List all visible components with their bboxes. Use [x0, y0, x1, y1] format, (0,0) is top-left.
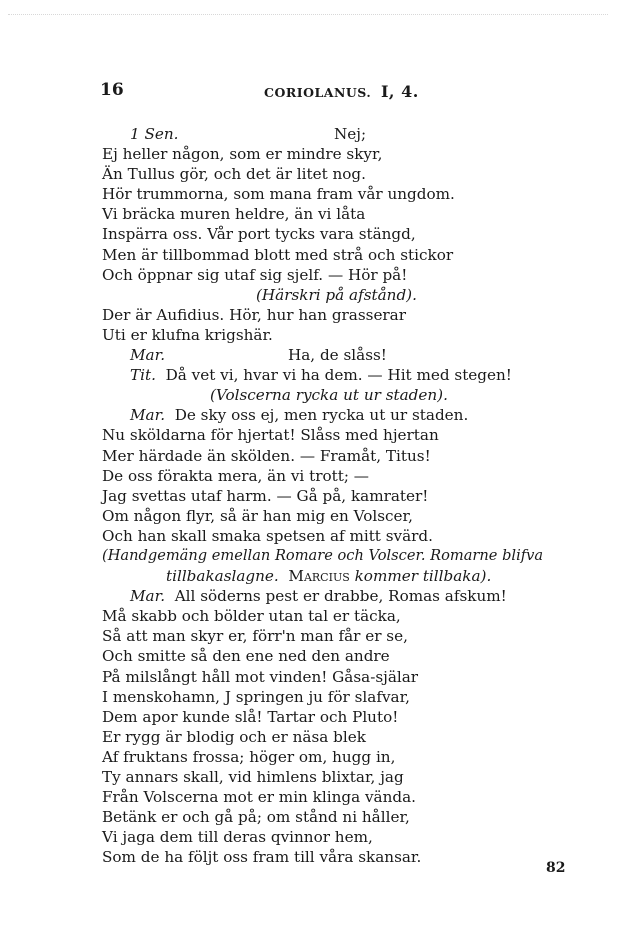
verse-line: [102, 124, 582, 144]
verse-line: Nu sköldarna för hjertat! Slåss med hjertan: [102, 426, 439, 445]
speaker-name: 1 Sen.: [130, 125, 179, 143]
verse-line: Om någon flyr, så är han mig en Volscer,: [102, 506, 413, 525]
verse-line: Och smitte så den ene ned den andre: [102, 647, 390, 666]
verse-line: [102, 365, 582, 385]
signature-number: 82: [546, 860, 566, 876]
stage-direction: [102, 566, 582, 586]
verse-line: Betänk er och gå på; om stånd ni håller,: [102, 808, 410, 827]
verse-line: Vi bräcka muren heldre, än vi låta: [102, 205, 366, 224]
verse-line: Och öppnar sig utaf sig sjelf. — Hör på!: [102, 265, 408, 284]
verse-line: Må skabb och bölder utan tal er täcka,: [102, 607, 401, 626]
verse-line: I menskohamn, J springen ju för slafvar,: [102, 687, 411, 706]
page-header: [100, 80, 420, 102]
verse-line: Som de ha följt oss fram till våra skansar.: [102, 848, 422, 867]
verse-line: Er rygg är blodig och er näsa blek: [102, 727, 366, 746]
verse-text: All söderns pest er drabbe, Romas afskum!: [174, 587, 507, 606]
verse-line: Ty annars skall, vid himlens blixtar, jag: [102, 768, 404, 786]
running-title: [264, 82, 419, 101]
verse-line: Vi jaga dem till deras qvinnor hem,: [102, 828, 373, 847]
verse-line: Dem apor kunde slå! Tartar och Pluto!: [102, 707, 399, 726]
verse-text: De sky oss ej, men rycka ut ur staden.: [174, 406, 469, 425]
verse-line: Ej heller någon, som er mindre skyr,: [102, 145, 383, 164]
play-title: CORIOLANUS.: [264, 85, 372, 100]
character-name: Marcius: [288, 567, 350, 586]
verse-line: Af fruktans frossa; höger om, hugg in,: [102, 747, 396, 766]
stage-direction: (Handgemäng emellan Romare och Volscer. Romarne blifva: [102, 546, 544, 564]
verse-line: Och han skall smaka spetsen af mitt svärd.: [102, 526, 433, 545]
speaker-name: Mar.: [130, 346, 166, 365]
speaker-name: Tit.: [130, 366, 156, 385]
verse-line: Uti er klufna krigshär.: [102, 325, 273, 344]
verse-text: Då vet vi, hvar vi ha dem. — Hit med stegen!: [165, 366, 512, 385]
page-number: 16: [100, 80, 124, 100]
play-text: [102, 124, 582, 867]
verse-line: [102, 345, 582, 365]
verse-text: Nej;: [334, 125, 367, 143]
verse-line: På milslångt håll mot vinden! Gåsa-själar: [102, 667, 419, 686]
verse-line: Mer härdade än skölden. — Framåt, Titus!: [102, 446, 431, 465]
verse-line: Inspärra oss. Vår port tycks vara stängd,: [102, 225, 416, 244]
stage-direction-part: tillbakaslagne.: [166, 567, 279, 586]
act-scene: I, 4.: [380, 82, 419, 101]
verse-line: [102, 405, 582, 425]
verse-line: Der är Aufidius. Hör, hur han grasserar: [102, 305, 407, 324]
verse-line: [102, 586, 582, 606]
verse-line: Jag svettas utaf harm. — Gå på, kamrater!: [102, 486, 429, 505]
verse-line: De oss förakta mera, än vi trott; —: [102, 466, 369, 485]
verse-line: Från Volscerna mot er min klinga vända.: [102, 788, 416, 807]
speaker-name: Mar.: [130, 406, 166, 425]
verse-text: Ha, de slåss!: [288, 346, 387, 365]
verse-line: Så att man skyr er, förr'n man får er se,: [102, 627, 408, 646]
stage-direction-part: kommer tillbaka).: [354, 567, 492, 586]
speaker-name: Mar.: [130, 587, 166, 606]
stage-direction: (Volscerna rycka ut ur staden).: [210, 386, 448, 405]
verse-line: Men är tillbommad blott med strå och stickor: [102, 245, 454, 264]
stage-direction: (Härskri på afstånd).: [256, 285, 417, 304]
verse-line: Hör trummorna, som mana fram vår ungdom.: [102, 185, 455, 204]
scan-artifact-line: [8, 14, 608, 15]
verse-line: Än Tullus gör, och det är litet nog.: [102, 165, 366, 184]
